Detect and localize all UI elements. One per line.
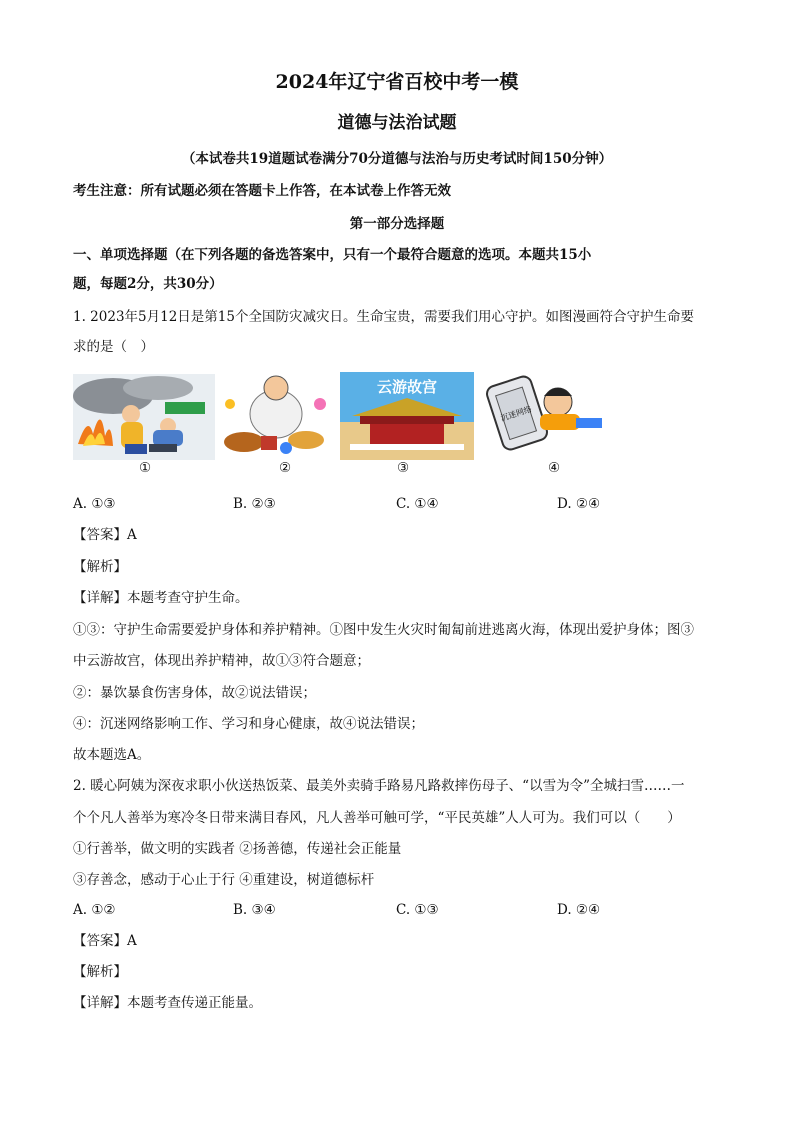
q2-stem-1: 2. 暖心阿姨为深夜求职小伙送热饭菜、最美外卖骑手路易凡路救摔伤母子、“以雪为令”全城扫雪……一 xyxy=(73,778,685,794)
q1-picture-4-caption: 沉迷网络 xyxy=(499,404,533,424)
q1-option-a: A. ①③ xyxy=(73,496,116,512)
q1-picture-2-overeating xyxy=(216,374,336,460)
q1-picture-4-label: ④ xyxy=(548,460,561,476)
exam-subtitle: 道德与法治试题 xyxy=(337,113,457,133)
q1-picture-3-caption: 云游故宫 xyxy=(376,378,438,396)
q1-picture-2-label: ② xyxy=(279,460,292,476)
q1-picture-3-label: ③ xyxy=(397,460,410,476)
q1-stem-2: 求的是（ ） xyxy=(73,339,154,355)
q1-explanation-4: ④：沉迷网络影响工作、学习和身心健康，故④说法错误； xyxy=(73,716,424,732)
q2-option-d: D. ②④ xyxy=(557,902,601,918)
q1-stem-1: 1. 2023年5月12日是第15个全国防灾减灾日。生命宝贵，需要我们用心守护。如图漫画符合守护生命要 xyxy=(73,309,694,325)
q2-analysis-label: 【解析】 xyxy=(73,964,127,980)
q1-option-c: C. ①④ xyxy=(396,496,439,512)
q1-option-b: B. ②③ xyxy=(233,496,276,512)
q1-explanation-5: 故本题选A。 xyxy=(73,747,151,763)
q2-detail: 【详解】本题考查传递正能量。 xyxy=(73,995,262,1011)
q1-picture-1-label: ① xyxy=(139,460,152,476)
attention-note: 考生注意：所有试题必须在答题卡上作答，在本试卷上作答无效 xyxy=(73,183,451,199)
q1-detail: 【详解】本题考查守护生命。 xyxy=(73,590,249,606)
q1-picture-3-palace xyxy=(340,372,474,460)
section-heading-1: 一、单项选择题（在下列各题的备选答案中，只有一个最符合题意的选项。本题共15小 xyxy=(73,247,592,263)
q1-picture-1-fire-escape xyxy=(73,374,215,460)
q2-stem-2: 个个凡人善举为寒冷冬日带来满目春风，凡人善举可触可学，“平民英雄”人人可为。我们可以（ ） xyxy=(73,810,681,826)
q2-option-b: B. ③④ xyxy=(233,902,276,918)
q1-explanation-1: ①③：守护生命需要爱护身体和养护精神。①图中发生火灾时匍匐前进逃离火海，体现出爱护身体；图③ xyxy=(73,622,694,638)
q2-items-1: ①行善举，做文明的实践者 ②扬善德，传递社会正能量 xyxy=(73,841,402,857)
q1-explanation-3: ②：暴饮暴食伤害身体，故②说法错误； xyxy=(73,685,316,701)
q2-items-2: ③存善念，感动于心止于行 ④重建设，树道德标杆 xyxy=(73,872,375,888)
q1-answer: 【答案】A xyxy=(73,527,137,543)
part-heading: 第一部分选择题 xyxy=(349,216,445,232)
q1-picture-4-internet-addiction xyxy=(480,374,608,460)
q1-option-d: D. ②④ xyxy=(557,496,601,512)
q1-analysis-label: 【解析】 xyxy=(73,559,127,575)
q2-answer: 【答案】A xyxy=(73,933,137,949)
q2-option-a: A. ①② xyxy=(73,902,116,918)
section-heading-2: 题，每题2分，共30分） xyxy=(73,276,223,292)
exam-title: 2024年辽宁省百校中考一模 xyxy=(275,71,519,93)
q2-option-c: C. ①③ xyxy=(396,902,439,918)
exam-note: （本试卷共19道题试卷满分70分道德与法治与历史考试时间150分钟） xyxy=(181,151,613,167)
q1-explanation-2: 中云游故宫，体现出养护精神，故①③符合题意； xyxy=(73,653,370,669)
